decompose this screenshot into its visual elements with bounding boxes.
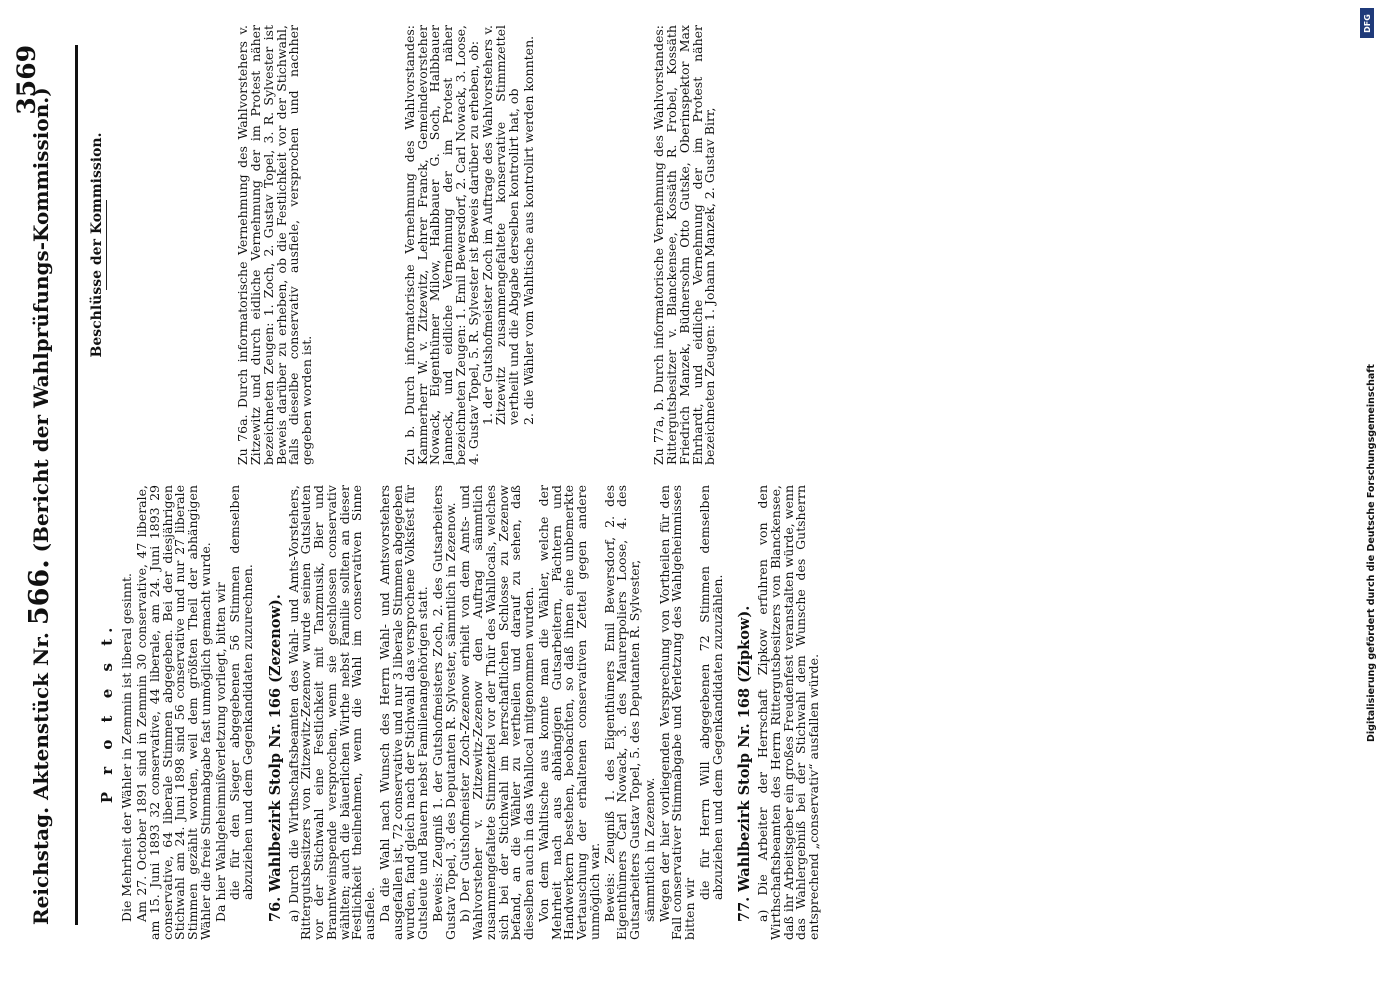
protest-paragraph: Am 27. October 1891 sind in Zemmin 30 conservative, 47 liberale, am 15. Juni 1893 32 conservative, 44 liberale, am 24. Juni 1893 29 conservative, 64 liberale Stimmen abgegeben. Bei der diesjährigen Stichwahl am 24. Juni 1898 sind 56 conservative und nur 27 liberale Stimmen gezählt worden, weil dem größten Theil der abhängigen Wähler die freie Stimmabgabe fast unmöglich gemacht wurde.	[134, 485, 213, 940]
protest-paragraph: Die Mehrheit der Wähler in Zemmin ist liberal gesinnt.	[119, 573, 135, 922]
decision-76a: Zu 76a. Durch informatorische Vernehmung des Wahlvorstehers v. Zitzewitz und durch eidliche Vernehmung der im Protest näher bezeichneten Zeugen: 1. Zoch, 2. Gustav Topel, 3. R. Sylvester ist Beweis darüber zu erheben, ob die Festlichkeit vor der Stichwahl, falls dieselbe conservativ ausfiele, versprochen und nachher gegeben worden ist.	[235, 25, 315, 465]
section-76b-paragraph: b) Der Gutshofmeister Zoch-Zezenow erhielt von dem Amts- und Wahlvorsteher v. Zitzewitz-Zezenow den Auftrag sämmtlich zusammengefaltete Stimmzettel vor der Thür des Wahllocals, welches sich bei der Stichwahl im herrschaftlichen Schlosse zu Zezenow befand, an die Wähler zu vertheilen und darauf zu sehen, daß dieselben auch in das Wahllocal mitgenommen wurden.	[457, 485, 537, 940]
spacer	[595, 25, 653, 465]
section-77-heading: 77. Wahlbezirk Stolp Nr. 168 (Zipkow).	[736, 605, 754, 922]
spacer	[374, 25, 404, 465]
heading-rule	[106, 200, 107, 290]
header-rule	[75, 45, 78, 925]
section-76a-paragraph: a) Durch die Wirthschaftsbeamten des Wahl- und Amts-Vorstehers, Rittergutsbesitzers von Zitzewitz-Zezenow wurde seinen Gutsleuten vor der Stichwahl eine Festlichkeit mit Tanzmusik, Bier und Branntweinspende versprochen, wenn sie geschlossen conservativ wählten; auch die bäuerlichen Wirthe nebst Familie sollten an dieser Festlichkeit theilnehmen, wenn die Wahl im conservativen Sinne ausfiele.	[285, 485, 378, 940]
left-column	[82, 485, 1320, 940]
section-76a-evidence: Beweis: Zeugniß 1. der Gutshofmeisters Zoch, 2. des Gutsarbeiters Gustav Topel, 3. des Deputanten R. Sylvester, sämmtlich in Zezenow.	[429, 485, 458, 940]
document-number: 566.	[24, 559, 55, 626]
spacer	[316, 25, 374, 465]
section-76-heading: 76. Wahlbezirk Stolp Nr. 166 (Zezenow).	[266, 594, 284, 922]
protest-request: die für den Sieger abgegebenen 56 Stimmen demselben abzuziehen und dem Gegenkandidaten zuzurechnen.	[227, 485, 256, 900]
dfg-logo	[1360, 8, 1374, 38]
header-bracket-text: (Bericht der Wahlprüfungs-Kommission.)	[29, 87, 53, 553]
dfg-attribution-text: Digitalisierung gefördert durch die Deutsche Forschungsgemeinschaft	[1366, 364, 1377, 742]
header-left-text: Reichstag. Aktenstück Nr.	[29, 632, 53, 925]
dfg-attribution	[1366, 42, 1378, 742]
section-76b-evidence: Beweis: Zeugniß 1. des Eigenthümers Emil Bewersdorf, 2. des Eigenthümers Carl Nowack, 3. des Maurerpoliers Loose, 4. des Gutsarbeiters Gustav Topel, 5. des Deputanten R. Sylvester,	[601, 485, 643, 940]
section-76a-paragraph: Da die Wahl nach Wunsch des Herrn Wahl- und Amtsvorstehers ausgefallen ist, 72 conservative und nur 3 liberale Stimmen abgegeben wurden, fand gleich nach der Stichwahl das versprochene Volksfest für Gutsleute und Bauern nebst Familienangehörigen statt.	[376, 485, 431, 940]
protest-paragraph: Da hier Wahlgeheimnißverletzung vorliegt, bitten wir	[212, 582, 228, 922]
spacer	[537, 25, 595, 465]
decision-76b: Zu b. Durch informatorische Vernehmung des Wahlvorstandes: Kammerherr W. v. Zitzewitz, Lehrer Franck, Gemeindevorsteher Nowack, Eigenthümer Milow, Halbbauer G. Soch, Halbbauer Janneck, und eidliche Vernehmung der im Protest näher bezeichneten Zeugen: 1. Emil Bewersdorf, 2. Carl Nowack, 3. Loose, 4. Gustav Topel, 5. R. Sylvester ist Beweis darüber zu erheben, ob:	[401, 25, 481, 465]
running-head	[6, 45, 70, 925]
dfg-logo-text: DFG	[1362, 13, 1372, 33]
decision-77: Zu 77a, b. Durch informatorische Vernehmung des Wahlvorstandes: Rittergutsbesitzer v. Blanckensee, Kossäth R. Frobel, Kossäth Friedrich Manzek, Büdnersohn Otto Gutske, Oberinspektor Max Ehrhardt, und eidliche Vernehmung der im Protest näher bezeichneten Zeugen: 1. Johann Manzek, 2. Gustav Birr,	[651, 25, 718, 465]
right-column	[82, 25, 1320, 465]
running-head-title	[24, 87, 55, 925]
section-76b-paragraph: Von dem Wahltische aus konnte man die Wähler, welche der Mehrheit nach aus abhängigen Gutsarbeitern, Pächtern und Handwerkern bestehen, beobachten, so daß ihnen eine unbemerkte Vertauschung der erhaltenen conservativen Zettel gegen andere unmöglich war.	[535, 485, 602, 940]
protest-title: P r o t e s t.	[98, 621, 116, 804]
decision-76b-item-1: 1. der Gutshofmeister Zoch im Auftrage des Wahlvorstehers v. Zitzewitz zusammengefaltete konservative Stimmzettel vertheilt und die Abgabe derselben kontrolirt hat, ob	[480, 25, 521, 425]
decision-76b-item-2: 2. die Wähler vom Wahltische aus kontrolirt werden konnten.	[520, 35, 536, 425]
section-76c-request: die für Herrn Will abgegebenen 72 Stimmen demselben abzuziehen und dem Gegenkandidaten zuzuzählen.	[696, 485, 725, 900]
page-number: 3569	[12, 45, 41, 115]
commission-decisions-heading: Beschlüsse der Kommission.	[89, 132, 105, 358]
section-77a-paragraph: a) Die Arbeiter der Herrschaft Zipkow erfuhren von den Wirthschaftsbeamten des Herrn Rittergutsbesitzers von Blanckensee, daß ihr Arbeitsgeber ein großes Freudenfest veranstalten würde, wenn das Wahlergebniß bei der Stichwahl dem Wunsche des Gutsherrn entsprechend „conservativ“ ausfallen würde.	[755, 485, 822, 940]
section-76b-evidence: sämmtlich in Zezenow.	[641, 777, 657, 922]
section-76c-paragraph: Wegen der hier vorliegenden Versprechung von Vortheilen für den Fall conservativer Stimmabgabe und Verletzung des Wahlgeheimnisses bitten wir	[656, 485, 698, 940]
